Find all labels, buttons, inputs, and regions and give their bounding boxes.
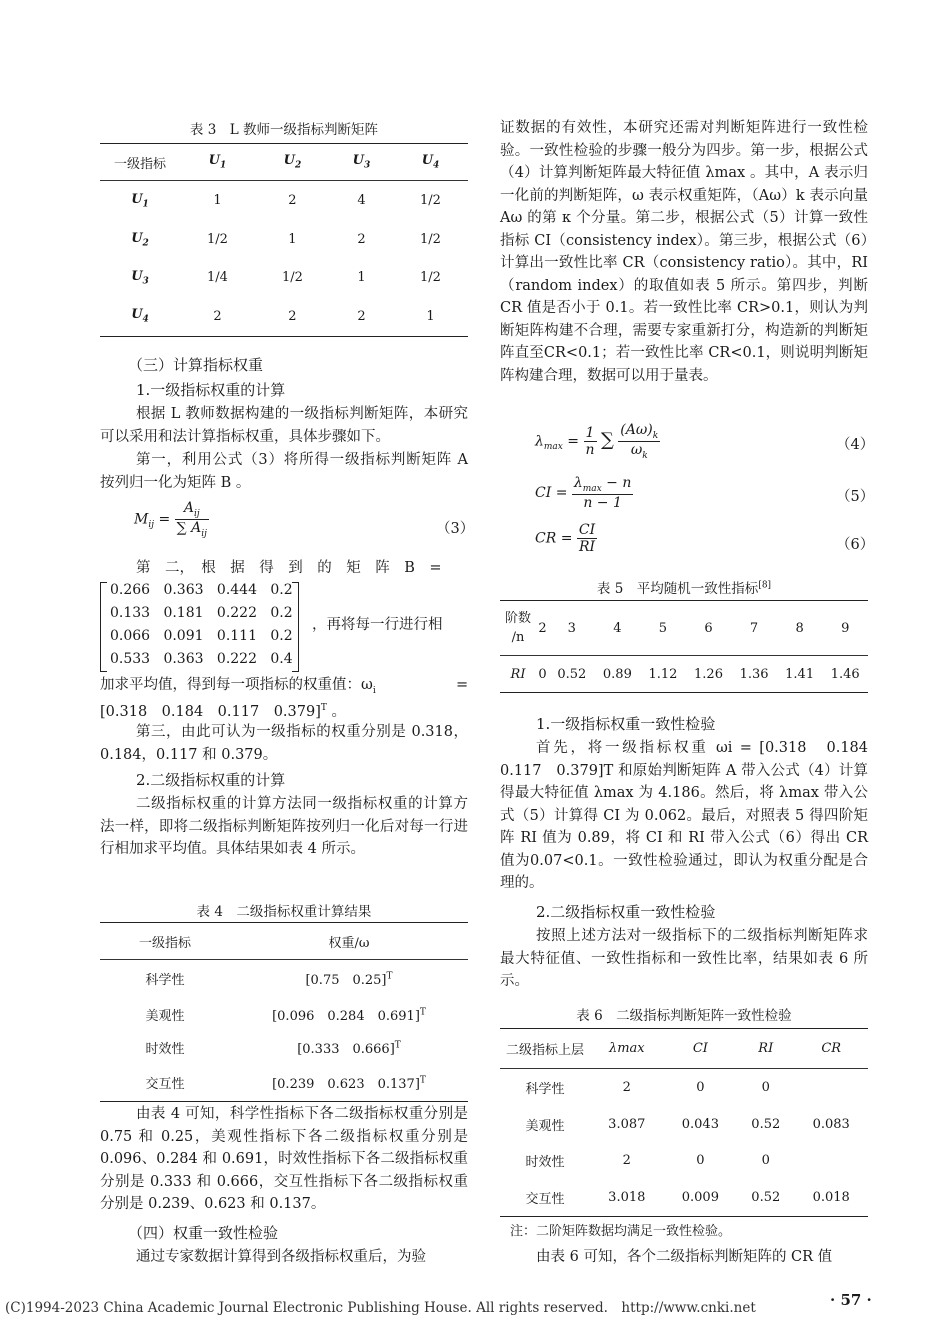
table-cell: 9 <box>841 620 850 636</box>
matrix-row: 0.533 0.363 0.222 0.4 <box>110 651 293 667</box>
paragraph: 按照上述方法对一级指标下的二级指标判断矩阵求最大特征值、一致性指标和一致性比率，结果如表 6 所示。 <box>500 928 868 989</box>
table-cell: 1.26 <box>694 666 723 682</box>
table6-header <box>500 1029 868 1069</box>
table-cell: 2 <box>288 193 297 209</box>
table-cell: 美观性 <box>525 1119 565 1134</box>
table-cell: 2 <box>357 308 366 324</box>
table-cell: 1 <box>357 270 366 285</box>
table-cell: 1/2 <box>207 232 228 247</box>
table4-header-cell: 一级指标 <box>138 935 191 951</box>
paragraph: 证数据的有效性，本研究还需对判断矩阵进行一致性检验。一致性检验的步骤一般分为四步。第一步，根据公式（4）计算判断矩阵最大特征值 λmax 。其中，A 表示归一化前的判断矩阵，ω 表示权重矩阵，（Aω）k 表示向量 Aω 的第 κ 个分量。第二步，根据公式（5）计算一致性指标 CI（consistency index）。第三步，根据公式（6）计算出一致性比率 CR（consistency ratio）。其中，RI（random index）的取值如表 5 所示。第四步，判断 CR 值是否小于 0.1。若一致性比率 CR>0.1，则认为判断矩阵构建不合理，需要专家重新打分，构造新的判断矩阵直至CR<0.1；若一致性比率 CR<0.1，则说明判断矩阵构建合理，数据可以用于量表。 <box>500 120 868 384</box>
table-cell: 4 <box>613 620 622 636</box>
sum-sign: ∑ <box>600 429 614 451</box>
table-cell <box>794 1143 868 1179</box>
eq-denominator: n − 1 <box>583 494 622 511</box>
table-cell: 0.52 <box>751 1189 781 1205</box>
eq-denominator: RI <box>578 539 596 555</box>
eq-numerator: $(A\omega)_k$ <box>620 422 659 441</box>
table3-header-cell: $U_2$ <box>283 153 302 171</box>
table-cell: 3.018 <box>608 1189 646 1205</box>
paragraph: 第一，利用公式（3）将所得一级指标判断矩阵 A 按列归一化为矩阵 B 。 <box>100 452 468 491</box>
eq-numerator: $\lambda_{max} - n$ <box>573 475 632 494</box>
copyright-footer: (C)1994-2023 China Academic Journal Electronic Publishing House. All rights reserved. http://www.cnki.net <box>5 1300 756 1316</box>
matrix-right-bracket <box>292 582 299 672</box>
paragraph: 二级指标权重的计算方法同一级指标权重的计算方法一样，即将二级指标判断矩阵按列归一化后对每一行进行相加求平均值。具体结果如表 4 所示。 <box>100 796 468 857</box>
table6 <box>500 1028 868 1217</box>
equation-4: $\lambda_{max}$ = $\frac{1}{n}$ ∑ $\frac{(A\omega)_k}{\omega_k}$ <box>535 422 659 461</box>
table-cell: 1.36 <box>739 666 769 682</box>
section-heading-3: （三）计算指标权重 <box>128 356 264 374</box>
table-cell: 0 <box>761 1080 770 1096</box>
table6-note: 注：二阶矩阵数据均满足一致性检验。 <box>510 1224 732 1239</box>
table4-header <box>100 923 468 960</box>
row-label: $U_3$ <box>131 268 149 287</box>
table-cell: 1 <box>426 308 435 324</box>
table6-header-cell: CI <box>692 1041 708 1056</box>
table-cell: 科学性 <box>145 973 185 989</box>
table-cell: 0.52 <box>557 666 587 682</box>
table-cell: 0.009 <box>681 1189 719 1205</box>
table-row <box>100 960 468 998</box>
table-cell: 0.043 <box>681 1117 719 1132</box>
equation-6: CR = $\frac{CI}{RI}$ <box>535 522 596 555</box>
table-cell: 1.12 <box>648 666 678 682</box>
paragraph: 由表 6 可知，各个二级指标判断矩阵的 CR 值 <box>536 1249 833 1265</box>
paragraph: 首先，将一级指标权重 ωi = [0.318 0.184 0.117 0.379]T 和原始判断矩阵 A 带入公式（4）计算得最大特征值 λmax 为 4.186。然后，将 λmax 带入公式（5）计算得 CI 为 0.062。最后，对照表 5 得四阶矩阵 RI 值为 0.89，将 CI 和 RI 带入公式（6）得出 CR 值为0.07<0.1。一致性检验通过，即认为权重分配是合理的。 <box>500 740 883 891</box>
table-row <box>100 297 468 337</box>
table5 <box>500 600 868 693</box>
equation-number: （5） <box>836 489 875 505</box>
table-cell: 2 <box>538 620 547 636</box>
table3-header-cell: $U_3$ <box>352 153 371 171</box>
table-cell: [0.75 0.25]$^T$ <box>305 971 393 989</box>
table-cell: 3 <box>567 620 576 636</box>
eq-denominator: $\omega_k$ <box>630 441 648 461</box>
table-cell: 交互性 <box>145 1076 185 1092</box>
table-cell: 5 <box>658 620 668 636</box>
paragraph: 由表 4 可知，科学性指标下各二级指标权重分别是 0.75 和 0.25，美观性指标下各二级指标权重分别是 0.096、0.284 和 0.691，时效性指标下各二级指标权重分别是 0.333 和 0.666，交互性指标下各二级指标权重分别是 0.239、0.623 和 0.137。 <box>100 1106 468 1212</box>
table3-caption: 表 3 L 教师一级指标判断矩阵 <box>189 122 379 138</box>
row-label: 阶数 /n <box>504 611 531 645</box>
table3 <box>100 143 468 337</box>
table4-header-cell: 权重/ω <box>328 935 370 951</box>
equation-number: （3） <box>436 521 475 537</box>
eq-fraction <box>577 522 597 555</box>
subsection-heading-2: 2.二级指标权重一致性检验 <box>536 903 716 921</box>
section-heading-4: （四）权重一致性检验 <box>128 1224 279 1242</box>
table-row <box>500 601 868 656</box>
paragraph: 通过专家数据计算得到各级指标权重后，为验 <box>136 1249 426 1265</box>
table-cell: 交互性 <box>525 1191 565 1207</box>
eq-denominator: n <box>585 441 595 458</box>
table3-header-cell: $U_1$ <box>208 153 227 171</box>
table-row <box>500 1179 868 1217</box>
subsection-heading-2: 2.二级指标权重的计算 <box>136 771 286 789</box>
table4 <box>100 922 468 1102</box>
table6-header-cell: CR <box>821 1041 842 1056</box>
matrix-left-bracket <box>100 582 107 672</box>
subsection-heading-1: 1.一级指标权重一致性检验 <box>536 715 716 733</box>
paragraph: ，再将每一行进行相 <box>312 617 443 633</box>
table-cell: 0 <box>696 1080 705 1096</box>
table-row <box>100 181 468 221</box>
page-number: · 57 · <box>830 1291 872 1309</box>
table-cell: 1 <box>288 232 297 247</box>
eq-numerator: $A_{ij}$ <box>175 500 209 520</box>
equation-5: CI = $\frac{\lambda_{max} - n}{n - 1}$ <box>535 475 632 511</box>
paragraph: 根据 L 教师数据构建的一级指标判断矩阵，本研究可以采用和法计算指标权重，具体步骤如下。 <box>100 406 468 445</box>
paragraph: 第 二， 根 据 得 到 的 矩 阵 B = <box>136 560 442 576</box>
table-cell: 4 <box>357 193 366 209</box>
table5-caption: 表 5 平均随机一致性指标[8] <box>596 580 772 597</box>
table-row <box>100 259 468 297</box>
row-label: RI <box>510 666 526 682</box>
matrix-row: 0.266 0.363 0.444 0.2 <box>110 582 293 598</box>
table6-header-cell: 二级指标上层 <box>505 1043 584 1058</box>
eq-denominator: ∑ $A_{ij}$ <box>176 519 207 539</box>
table-cell: 0 <box>761 1153 770 1168</box>
table-cell: 时效性 <box>525 1155 565 1170</box>
table-cell: 0.89 <box>602 666 632 682</box>
table-cell <box>794 1069 868 1107</box>
eq-fraction <box>175 500 209 539</box>
eq-numerator: 1 <box>584 425 597 442</box>
table-cell: 0.083 <box>812 1117 850 1132</box>
table-row <box>100 221 468 259</box>
table-cell: [0.096 0.284 0.691]$^T$ <box>272 1007 426 1024</box>
table-cell: 3.087 <box>608 1117 646 1132</box>
table3-header-cell: 一级指标 <box>113 156 166 172</box>
subsection-heading-1: 1.一级指标权重的计算 <box>136 381 286 399</box>
equation-number: （4） <box>836 437 875 453</box>
table-cell: 2 <box>357 232 366 247</box>
table-row <box>100 998 468 1031</box>
table-cell: [0.239 0.623 0.137]$^T$ <box>272 1075 426 1092</box>
table-cell: 1.41 <box>785 666 815 682</box>
equation-number: （6） <box>836 537 875 553</box>
table-cell: 美观性 <box>145 1008 185 1024</box>
eq-fraction <box>584 425 597 458</box>
table3-header-cell: $U_4$ <box>421 153 440 171</box>
table-cell: [0.333 0.666]$^T$ <box>297 1040 401 1057</box>
table-cell: 0.018 <box>812 1189 850 1205</box>
table-row <box>500 1143 868 1179</box>
eq-fraction <box>618 422 660 461</box>
table-cell: 0 <box>538 666 547 682</box>
equation-3: $M_{ij}$ = $\frac{A_{ij}}{\sum A_{ij}}$ <box>134 500 207 539</box>
matrix-b <box>100 582 310 670</box>
table-cell: 1 <box>213 193 222 209</box>
eq-fraction <box>572 475 634 511</box>
table6-caption: 表 6 二级指标判断矩阵一致性检验 <box>576 1008 792 1024</box>
table-row <box>500 1107 868 1143</box>
table-row <box>100 1064 468 1102</box>
table-row <box>100 1031 468 1064</box>
table-row <box>500 656 868 693</box>
eq-lhs: M <box>134 511 149 528</box>
table4-caption: 表 4 二级指标权重计算结果 <box>196 904 372 920</box>
table-cell: 2 <box>622 1080 631 1096</box>
table6-header-cell: λmax <box>608 1041 645 1056</box>
table3-header <box>100 144 468 181</box>
table-cell: 科学性 <box>525 1082 565 1098</box>
paragraph: 加求平均值，得到每一项指标的权重值：$\omega_i$ <box>100 677 376 696</box>
table-cell: 8 <box>795 620 804 636</box>
table6-header-cell: RI <box>758 1041 774 1056</box>
weight-vector: [0.318 0.184 0.117 0.379]$^T$ 。 <box>100 703 346 720</box>
paragraph: 第三，由此可认为一级指标的权重分别是 0.318，0.184，0.117 和 0.379。 <box>100 724 468 763</box>
table-cell: 2 <box>213 308 222 324</box>
equals-sign: = <box>456 677 469 693</box>
row-label: $U_1$ <box>131 191 149 210</box>
table-cell: 0 <box>696 1153 705 1168</box>
table-cell: 1.46 <box>830 666 860 682</box>
table-cell: 2 <box>288 308 297 324</box>
table-cell: 1/2 <box>420 270 441 285</box>
eq-numerator: CI <box>578 522 596 538</box>
table-cell: 1/2 <box>281 270 303 285</box>
table-cell: 时效性 <box>145 1041 185 1057</box>
matrix-row: 0.133 0.181 0.222 0.2 <box>110 605 293 621</box>
table-cell: 0.52 <box>751 1117 781 1132</box>
row-label: $U_2$ <box>131 230 149 249</box>
table-cell: 2 <box>622 1153 631 1168</box>
table-row <box>500 1069 868 1107</box>
table-cell: 1/2 <box>420 193 441 209</box>
table-cell: 7 <box>749 620 759 636</box>
table-cell: 6 <box>704 620 713 636</box>
row-label: $U_4$ <box>131 307 149 326</box>
matrix-row: 0.066 0.091 0.111 0.2 <box>110 628 293 644</box>
table-cell: 1/4 <box>207 270 228 285</box>
table-cell: 1/2 <box>420 232 441 247</box>
